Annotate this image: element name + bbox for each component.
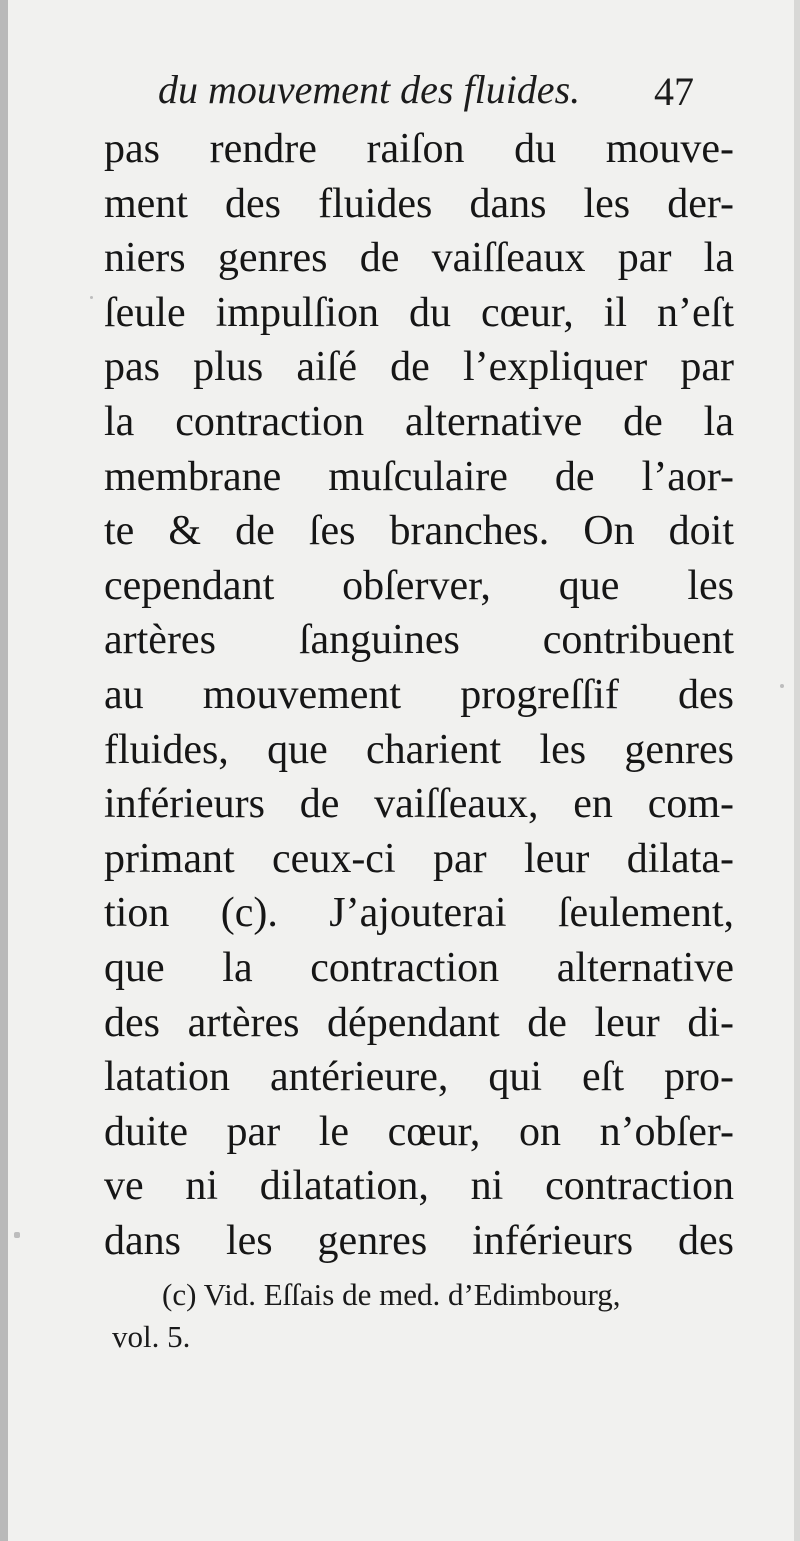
running-head: du mouvement des fluides. xyxy=(158,67,581,112)
text-line: primant ceux-ci par leur dilata- xyxy=(104,835,734,882)
footnote-line: (c) Vid. Eſſais de med. d’Edimbourg, xyxy=(162,1277,621,1312)
text-line: pas plus aiſé de l’expliquer par xyxy=(104,344,734,391)
page-right-edge xyxy=(794,0,800,1541)
text-line: niers genres de vaiſſeaux par la xyxy=(104,235,734,282)
text-line: que la contraction alternative xyxy=(104,944,734,991)
text-line: des artères dépendant de leur di- xyxy=(104,999,734,1046)
paper-speck xyxy=(14,1232,20,1238)
paper-speck xyxy=(90,296,93,299)
book-page xyxy=(8,0,800,1541)
footnote-line: vol. 5. xyxy=(112,1319,191,1354)
text-line: fluides, que charient les genres xyxy=(104,726,734,773)
text-line: te & de ſes branches. On doit xyxy=(104,508,734,555)
text-line: artères ſanguines contribuent xyxy=(104,617,734,664)
body-text xyxy=(104,122,734,1268)
text-line: duite par le cœur, on n’obſer- xyxy=(104,1108,734,1155)
text-line: ſeule impulſion du cœur, il n’eſt xyxy=(104,289,734,336)
paper-speck xyxy=(780,684,784,688)
text-line: membrane muſculaire de l’aor- xyxy=(104,453,734,500)
text-line: dans les genres inférieurs des xyxy=(104,1217,734,1264)
text-line: la contraction alternative de la xyxy=(104,398,734,445)
text-line: cependant obſerver, que les xyxy=(104,562,734,609)
page-number: 47 xyxy=(654,69,694,114)
text-line: latation antérieure, qui eſt pro- xyxy=(104,1054,734,1101)
footnote xyxy=(112,1274,732,1358)
text-line: pas rendre raiſon du mouve- xyxy=(104,126,734,172)
text-line: ment des fluides dans les der- xyxy=(104,180,734,227)
text-line: au mouvement progreſſif des xyxy=(104,671,734,718)
text-line: inférieurs de vaiſſeaux, en com- xyxy=(104,781,734,828)
text-line: ve ni dilatation, ni contraction xyxy=(104,1163,734,1210)
text-line: tion (c). J’ajouterai ſeulement, xyxy=(104,890,734,937)
scan-left-edge xyxy=(0,0,8,1541)
